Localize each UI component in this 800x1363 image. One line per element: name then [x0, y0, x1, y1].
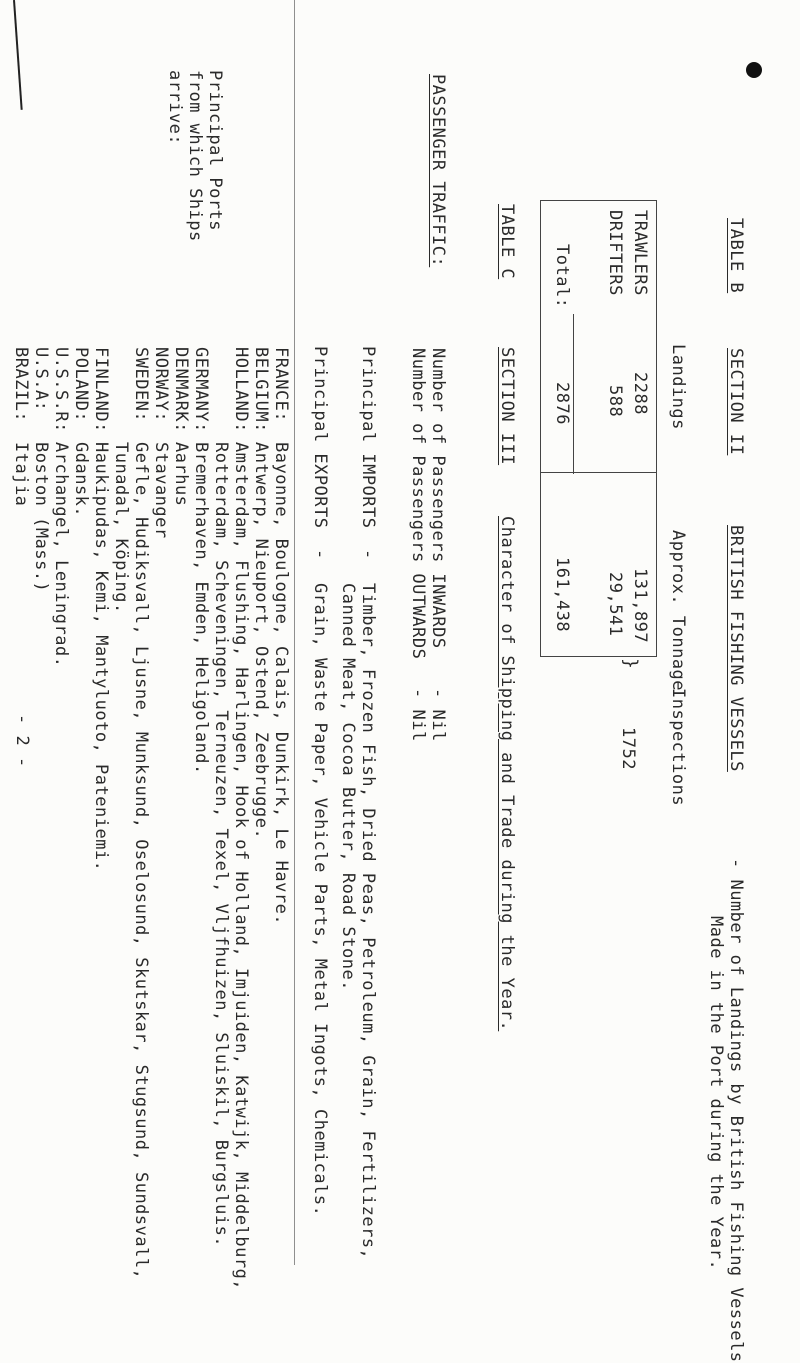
- row-drifters-tonnage: 29,541: [605, 572, 625, 637]
- ports-heading-2: from which Ships: [185, 70, 205, 242]
- total-tonnage: 161,438: [552, 557, 572, 633]
- port-country: DENMARK:: [171, 347, 191, 433]
- column-tonnage: Approx. Tonnage: [668, 530, 688, 692]
- port-names: Gefle, Hudiksvall, Ljusne, Munksund, Oselosund, Skutskar, Stugsund, Sundsvall,: [131, 442, 151, 1280]
- port-names: Tunadal, Köping.: [111, 442, 131, 614]
- table-c-label: TABLE C: [497, 204, 517, 280]
- passengers-inwards-value: - Nil: [428, 688, 448, 742]
- port-country: SWEDEN:: [131, 347, 151, 423]
- port-names: Gdansk.: [71, 442, 91, 518]
- port-names: Stavanger: [151, 442, 171, 539]
- page-number: - 2 -: [12, 714, 32, 768]
- table-b-divider: [540, 472, 657, 473]
- row-trawlers-label: TRAWLERS: [630, 210, 650, 296]
- table-c-section: SECTION III: [497, 347, 517, 466]
- table-b-rule: [573, 314, 574, 474]
- row-drifters-landings: 588: [605, 385, 625, 418]
- table-b-label: TABLE B: [726, 218, 746, 294]
- port-country: BRAZIL:: [11, 347, 31, 423]
- imports-dash: -: [358, 549, 378, 560]
- passenger-heading: PASSENGER TRAFFIC:: [428, 74, 448, 268]
- port-names: Itajia: [11, 442, 31, 507]
- ports-heading-3: arrive:: [165, 70, 185, 146]
- brace-mark: }: [620, 658, 641, 670]
- port-names: Bremerhaven, Emden, Heligoland.: [191, 442, 211, 775]
- port-names: Boston (Mass.): [31, 442, 51, 593]
- port-country: POLAND:: [71, 347, 91, 423]
- port-names: Aarhus: [171, 442, 191, 507]
- exports-dash: -: [310, 549, 330, 560]
- imports-label: Principal IMPORTS: [358, 346, 378, 529]
- port-names: Antwerp, Nieuport, Ostend, Zeebrugge.: [251, 442, 271, 840]
- row-trawlers-tonnage: 131,897: [630, 568, 650, 644]
- row-trawlers-landings: 2288: [630, 372, 650, 415]
- total-landings: 2876: [552, 382, 572, 425]
- port-country: FINLAND:: [91, 347, 111, 433]
- passengers-outwards-label: Number of Passengers OUTWARDS: [408, 348, 428, 660]
- table-b-caption-1: - Number of Landings by British Fishing Vessels: [726, 858, 746, 1363]
- table-c-title: Character of Shipping and Trade during the Year.: [497, 516, 517, 1032]
- scan-edge-mark: [294, 0, 295, 1265]
- column-inspections: Inspections: [668, 688, 688, 807]
- exports-label: Principal EXPORTS: [310, 346, 330, 529]
- exports-line-1: Grain, Waste Paper, Vehicle Parts, Metal Ingots, Chemicals.: [310, 583, 330, 1217]
- total-label: Total:: [552, 244, 572, 309]
- table-b-section: SECTION II: [726, 348, 746, 456]
- column-landings: Landings: [668, 344, 688, 430]
- table-b-caption-2: Made in the Port during the Year.: [706, 916, 726, 1271]
- port-country: U.S.A:: [31, 347, 51, 412]
- port-country: BELGIUM:: [251, 347, 271, 433]
- port-country: GERMANY:: [191, 347, 211, 433]
- inspections-value: 1752: [618, 727, 638, 770]
- row-drifters-label: DRIFTERS: [605, 210, 625, 296]
- port-names: Amsterdam, Flushing, Harlingen, Hook of Holland, Imjuiden, Katwijk, Middelburg,: [231, 442, 251, 1291]
- passengers-inwards-label: Number of Passengers INWARDS: [428, 348, 448, 649]
- imports-line-2: Canned Meat, Cocoa Butter, Road Stone.: [338, 583, 358, 991]
- port-country: HOLLAND:: [231, 347, 251, 433]
- port-country: NORWAY:: [151, 347, 171, 423]
- scan-edge-mark: [13, 0, 23, 110]
- ports-heading-1: Principal Ports: [205, 70, 225, 232]
- port-names: Rotterdam, Scheveningen, Terneuzen, Texel, Vljfhuizen, Sluiskil, Burgsluis.: [211, 442, 231, 1248]
- port-country: FRANCE:: [271, 347, 291, 423]
- imports-line-1: Timber, Frozen Fish, Dried Peas, Petroleum, Grain, Fertilizers,: [358, 583, 378, 1260]
- port-country: U.S.S.R:: [51, 347, 71, 433]
- port-names: Archangel, Leningrad.: [51, 442, 71, 668]
- port-names: Haukipudas, Kemi, Mantyluoto, Pateniemi.: [91, 442, 111, 872]
- port-names: Bayonne, Boulogne, Calais, Dunkirk, Le Havre.: [271, 442, 291, 926]
- punch-hole: [746, 62, 762, 78]
- table-b-title: BRITISH FISHING VESSELS: [726, 525, 746, 772]
- passengers-outwards-value: - Nil: [408, 688, 428, 742]
